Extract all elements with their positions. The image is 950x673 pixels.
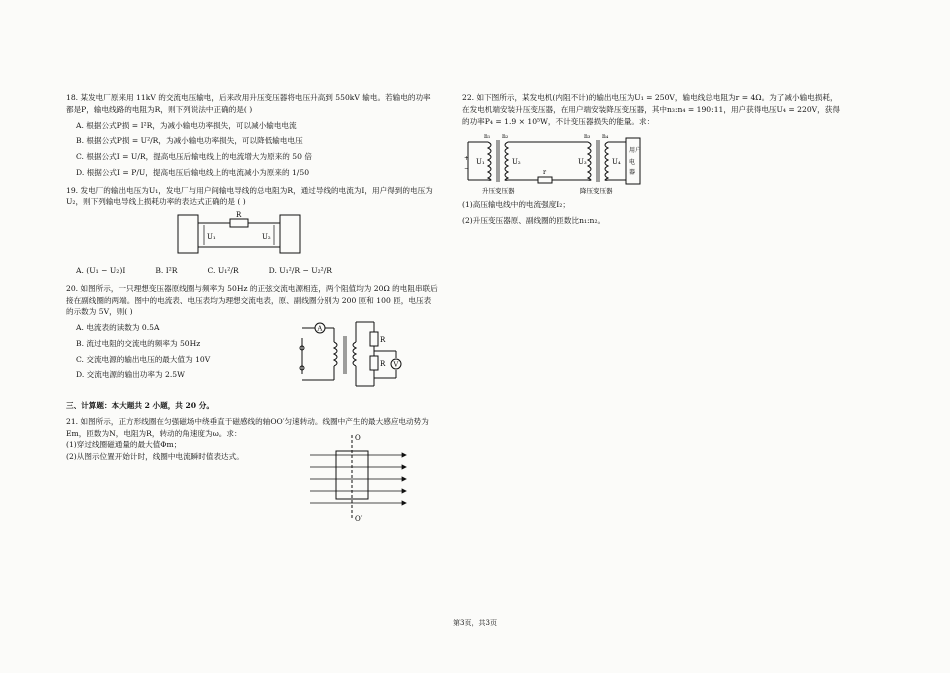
svg-text:r: r: [543, 168, 547, 177]
svg-text:R: R: [380, 360, 386, 369]
question-21-stem: 21. 如图所示，正方形线圈在匀强磁场中绕垂直于磁感线的轴OO′匀速转动。线圈中产生的最大感应电动势为Em，匝数为N，电阻为R，转动的角速度为ω。求：: [66, 416, 429, 438]
left-column: [66, 92, 438, 526]
step-down-label: 降压变压器: [580, 187, 613, 196]
q19-r-label: R: [236, 211, 242, 220]
question-19: [66, 185, 438, 277]
section-3-heading: 三、计算题：本大题共 2 小题，共 20 分。: [66, 401, 214, 411]
q20-option-c: C. 交流电源的输出电压的最大值为 10V: [76, 354, 211, 364]
q19-u2-label: U₂: [262, 233, 271, 242]
svg-text:电: 电: [629, 159, 636, 167]
svg-text:n₃: n₃: [584, 133, 591, 141]
question-20: [66, 283, 438, 390]
svg-text:n₄: n₄: [602, 133, 609, 141]
q18-option-a: A. 根据公式P损 = I²R，为减小输电功率损失，可以减小输电电流: [76, 120, 297, 130]
q19-option-b: B. I²R: [155, 266, 178, 276]
question-19-stem: 19. 发电厂的输出电压为U₁，发电厂与用户间输电导线的总电阻为R，通过导线的电流为I，用户得到的电压为U₂，则下列输电导线上损耗功率的表达式正确的是 ( ): [66, 185, 433, 207]
svg-text:U₁: U₁: [476, 158, 485, 167]
q21-body: [66, 434, 438, 524]
svg-text:n₁: n₁: [484, 133, 491, 141]
q21-part-2: (2)从图示位置开始计时，线圈中电流瞬时值表达式。: [66, 452, 244, 462]
q19-circuit-figure: [174, 211, 304, 259]
q18-option-d: D. 根据公式I = P/U，提高电压后输电线上的电流减小为原来的 1/50: [76, 167, 310, 177]
svg-text:器: 器: [629, 169, 636, 177]
right-column: [462, 92, 842, 230]
svg-text:U₃: U₃: [578, 158, 587, 167]
q20-body: [66, 318, 438, 390]
svg-text:U₄: U₄: [612, 158, 621, 167]
axis-o-label: O: [355, 434, 361, 443]
q20-option-a: A. 电流表的读数为 0.5A: [76, 323, 160, 333]
q21-parts: [66, 439, 306, 463]
question-18-stem: 18. 某发电厂原来用 11kV 的交流电压输电，后来改用升压变压器将电压升高到 550kV 输电。若输电的功率都是P，输电线路的电阻为R，则下列说法中正确的是( ): [66, 93, 431, 114]
line-resistor: [538, 177, 552, 183]
step-up-label: 升压变压器: [482, 187, 515, 196]
q20-option-d: D. 交流电源的输出功率为 2.5W: [76, 370, 185, 380]
q20-resistor-2: [370, 356, 378, 370]
svg-text:U₂: U₂: [512, 158, 521, 167]
q19-options: [76, 265, 438, 277]
q19-option-d: D. U₁²/R − U₂²/R: [268, 266, 333, 276]
svg-text:V: V: [393, 360, 399, 369]
page-footer: 第3页，共3页: [453, 619, 497, 627]
svg-text:R: R: [380, 336, 386, 345]
svg-text:n₂: n₂: [502, 133, 509, 141]
q18-option-b: B. 根据公式P损 = U²/R，为减小输电功率损失，可以降低输电电压: [76, 136, 303, 146]
q20-option-b: B. 流过电阻的交流电的频率为 50Hz: [76, 338, 201, 348]
q19-option-c: C. U₁²/R: [207, 266, 239, 276]
q22-transmission-figure: [462, 130, 652, 196]
svg-text:+: +: [464, 155, 470, 163]
q19-resistor: [230, 219, 248, 227]
question-18: [66, 92, 438, 179]
question-22-stem: 22. 如下图所示，某发电机(内阻不计)的输出电压为U₁ = 250V，输电线总电阻为r = 4Ω。为了减小输电损耗，在发电机端安装升压变压器，在用户端安装降压变压器，其中n₃:n₄ = 190:11，用户获得电压U₄ = 220V，获得的功率P₄ = 1.9 × 10⁵W，不计变压器损失的能量。求：: [462, 93, 840, 126]
question-21: [66, 416, 438, 524]
question-20-stem: 20. 如图所示，一只理想变压器原线圈与频率为 50Hz 的正弦交流电源相连，两个阻值均为 20Ω 的电阻串联后接在副线圈的两端。图中的电流表、电压表均为理想交流电表，原、副线圈分别为 200 匝和 100 匝，电压表的示数为 5V，则( ): [66, 283, 438, 317]
axis-o-prime-label: O′: [355, 515, 363, 524]
q20-resistor-1: [370, 332, 378, 346]
svg-text:A: A: [317, 324, 323, 333]
q20-transformer-figure: [296, 318, 406, 390]
q22-part-2: (2)升压变压器原、副线圈的匝数比n₁:n₂。: [462, 216, 606, 226]
q22-part-1: (1)高压输电线中的电流强度I₂；: [462, 200, 570, 210]
svg-text:−: −: [464, 165, 470, 173]
q20-options: [66, 318, 296, 381]
q18-option-c: C. 根据公式I = U/R，提高电压后输电线上的电流增大为原来的 50 倍: [76, 152, 312, 162]
q21-coil-figure: [306, 431, 416, 523]
q19-option-a: A. (U₁ − U₂)I: [76, 266, 126, 276]
q21-part-1: (1)穿过线圈磁通量的最大值Φm；: [66, 440, 182, 450]
svg-text:用户: 用户: [629, 147, 642, 155]
question-22: [462, 92, 842, 227]
q19-u1-label: U₁: [207, 233, 216, 242]
